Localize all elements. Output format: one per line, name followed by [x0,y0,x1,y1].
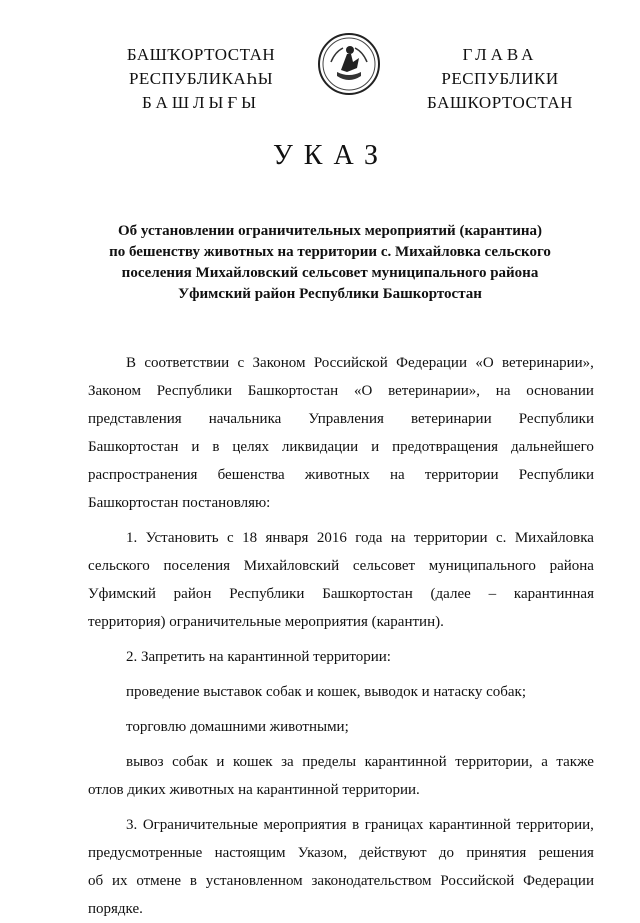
body-line: распространения бешенства животных на территории Республики [88,467,594,483]
body-line: отлов диких животных на карантинной территории. [88,782,420,798]
body-line: проведение выставок собак и кошек, выводок и натаску собак; [126,684,526,700]
body-line: территория) ограничительные мероприятия (карантин). [88,614,444,630]
subject-line: Об установлении ограничительных мероприятий (карантина) [117,223,542,239]
body-line: Башкортостан постановляю: [88,495,271,511]
coat-of-arms-icon [317,32,381,96]
body-line: Уфимский район Республики Башкортостан (далее – карантинная [88,586,594,602]
body-line: предусмотренные настоящим Указом, действуют до принятия решения [88,845,594,861]
body-line: Башкортостан и в целях ликвидации и предотвращения дальнейшего [88,439,594,455]
body-line: представления начальника Управления ветеринарии Республики [88,411,594,427]
decree-subject [100,221,560,305]
subject-line: Уфимский район Республики Башкортостан [178,286,482,302]
body-line: 1. Установить с 18 января 2016 года на территории с. Михайловка [126,530,594,546]
header-bashkir [112,43,290,115]
header-left-line: РЕСПУБЛИКАҺЫ [128,69,274,88]
body-line: об их отмене в установленном законодательством Российской Федерации [88,873,594,889]
body-line: Законом Республики Башкортостан «О ветеринарии», на основании [88,383,594,399]
header-left-line: БАШЛЫҒЫ [142,93,260,112]
subject-line: по бешенству животных на территории с. Михайловка сельского [109,244,551,260]
body-line: 2. Запретить на карантинной территории: [126,649,391,665]
body-line: порядке. [88,901,143,917]
header-left-line: БАШҠОРТОСТАН [126,45,276,64]
subject-line: поселения Михайловский сельсовет муниципального района [121,265,539,281]
body-line: 3. Ограничительные мероприятия в границах карантинной территории, [126,817,594,833]
body-line: вывоз собак и кошек за пределы карантинной территории, а также [126,754,594,770]
body-line: сельского поселения Михайловский сельсовет муниципального района [88,558,594,574]
body-line: В соответствии с Законом Российской Федерации «О ветеринарии», [126,355,594,371]
document-type-title: УКАЗ [272,140,390,171]
decree-body [88,349,594,923]
header-right-line: ГЛАВА [462,45,538,64]
header-russian [420,43,580,115]
body-line: торговлю домашними животными; [126,719,349,735]
header-right-line: РЕСПУБЛИКИ [441,69,559,88]
header-right-line: БАШКОРТОСТАН [427,93,573,112]
